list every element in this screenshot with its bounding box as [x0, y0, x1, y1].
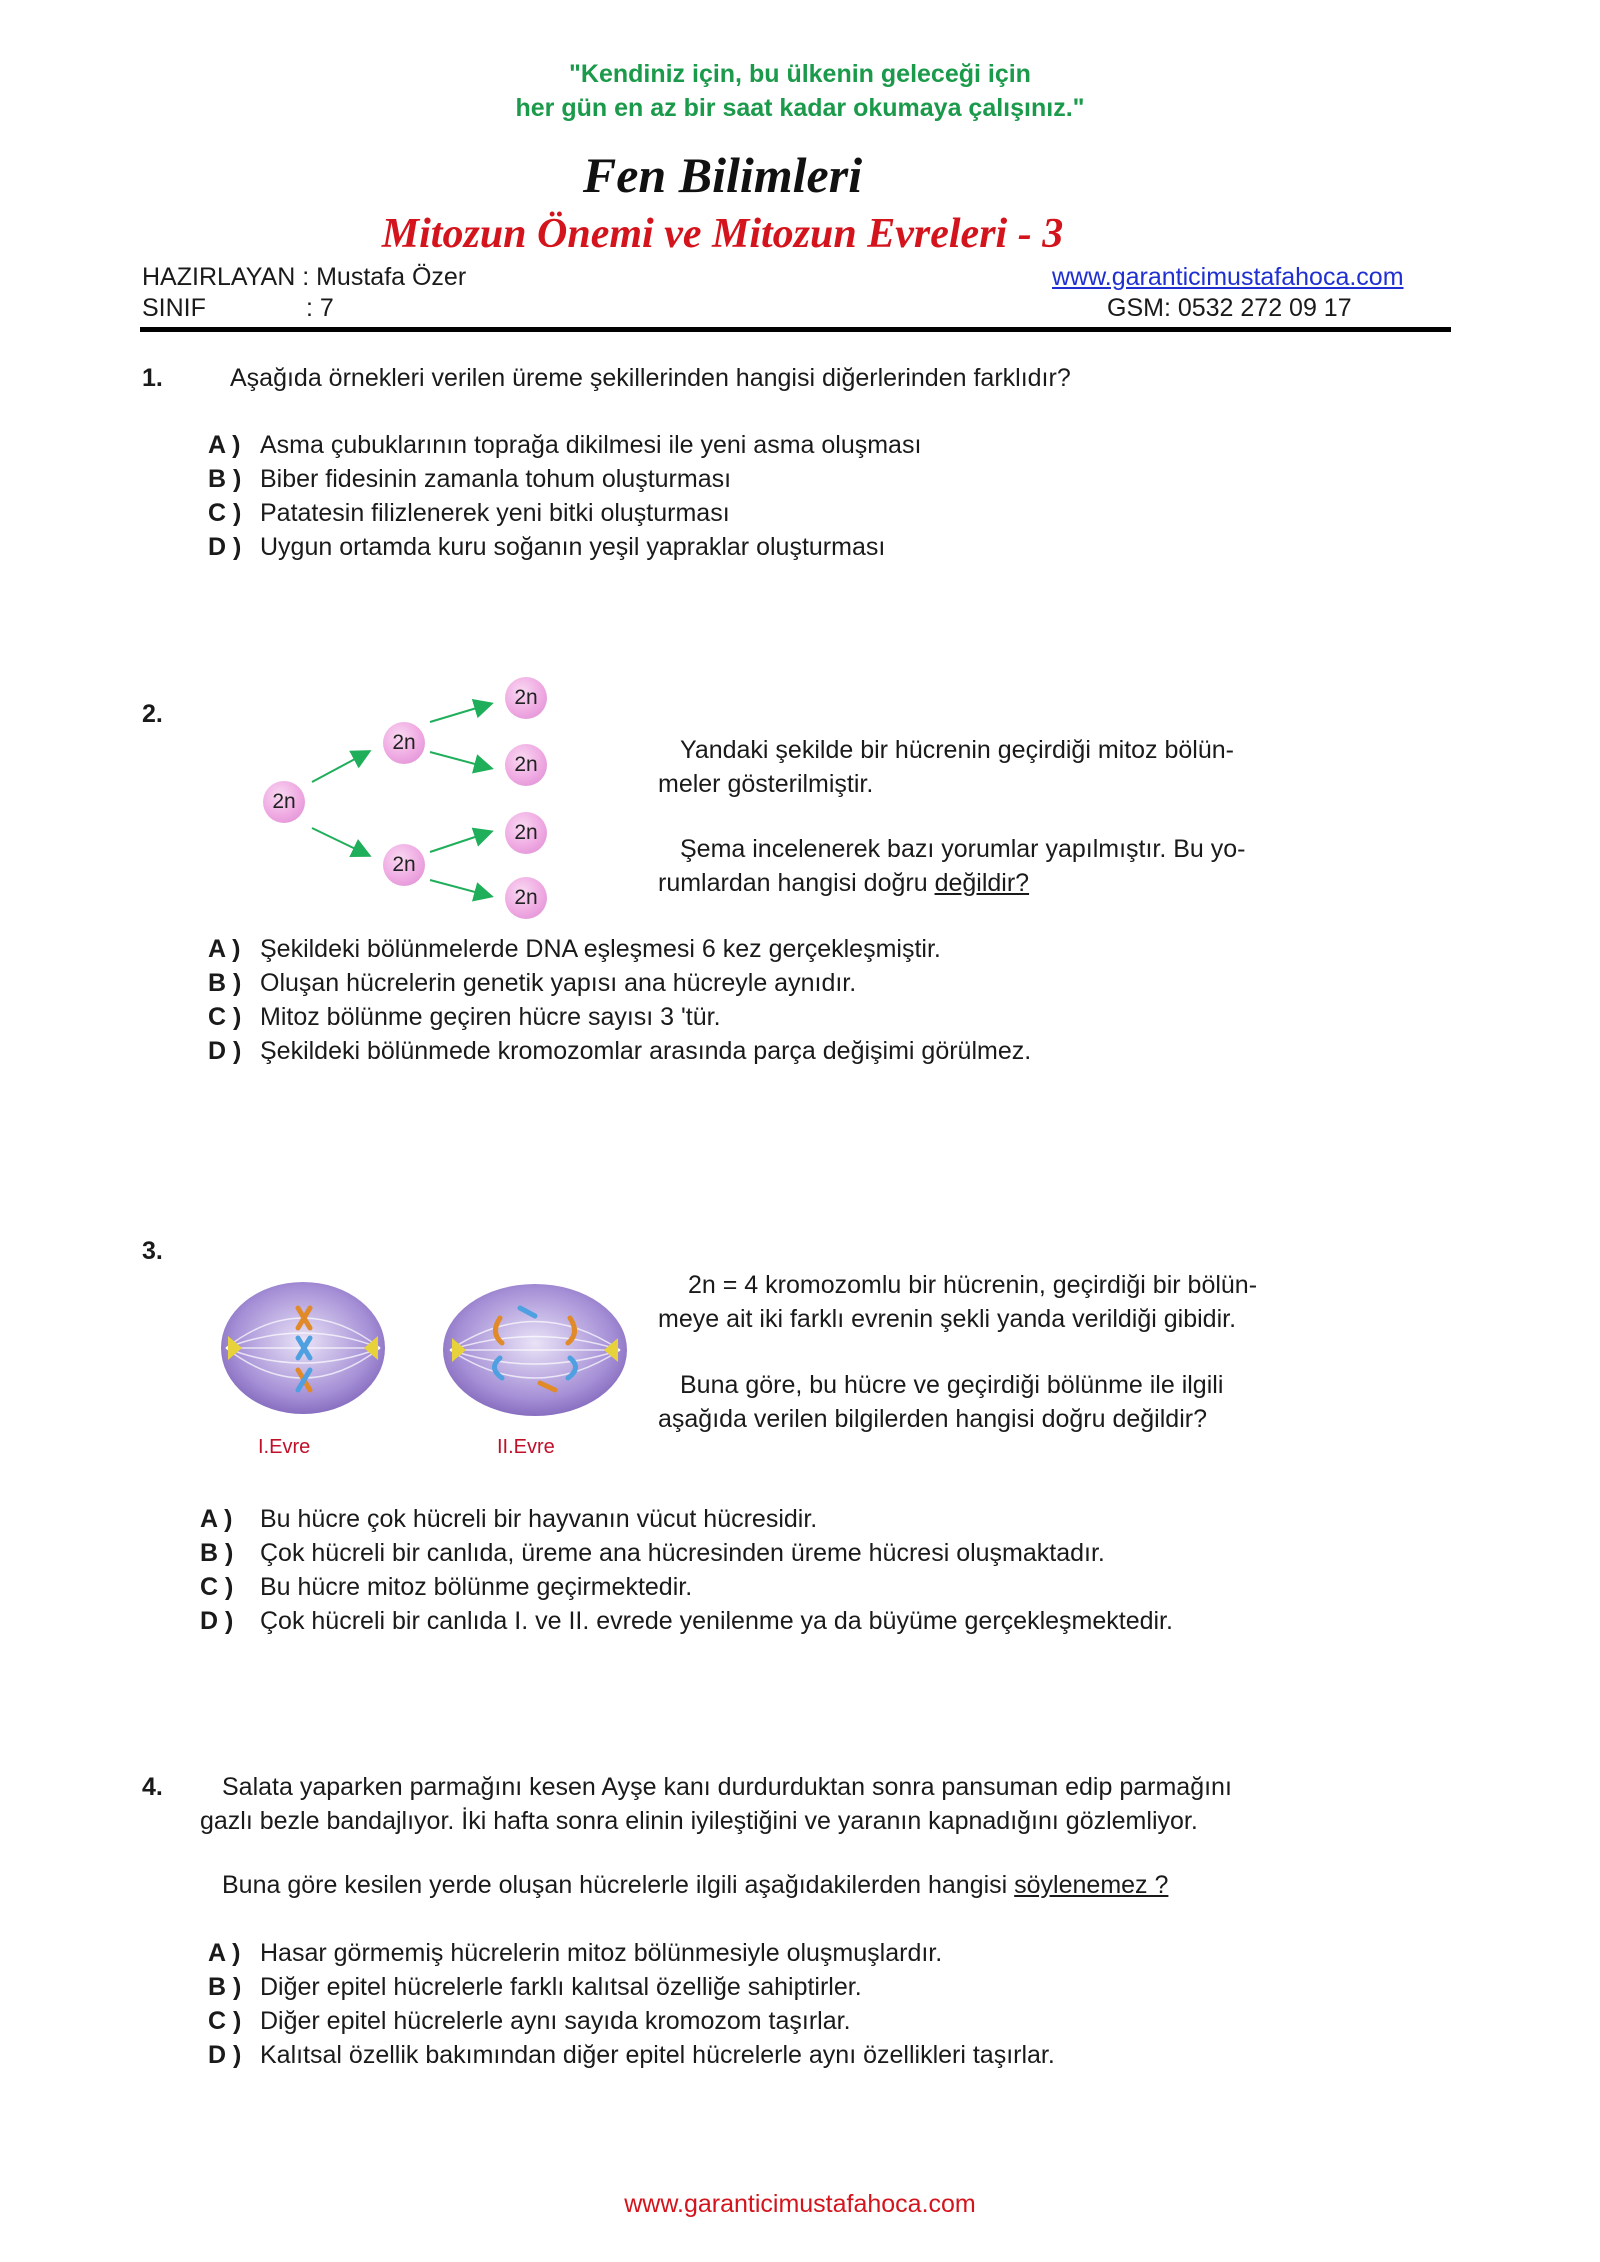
question-3-text-line-3: Buna göre, bu hücre ve geçirdiği bölünme ile ilgili [680, 1371, 1224, 1399]
footer-website[interactable]: www.garanticimustafahoca.com [624, 2190, 976, 2218]
option-letter: B ) [208, 1973, 242, 2001]
question-4-number: 4. [142, 1773, 163, 1801]
text-segment: rumlardan hangisi doğru [658, 869, 935, 897]
option-letter: C ) [208, 1003, 242, 1031]
question-1-option-a[interactable] [208, 428, 921, 462]
metaphase-cell-image [218, 1278, 388, 1418]
option-text: Diğer epitel hücrelerle farklı kalıtsal özelliğe sahiptirler. [260, 1973, 862, 2001]
option-letter: C ) [208, 499, 242, 527]
option-text: Biber fidesinin zamanla tohum oluşturması [260, 465, 732, 493]
question-4-option-d[interactable] [208, 2038, 1055, 2072]
question-1-option-b[interactable] [208, 462, 731, 496]
arrow [430, 704, 490, 722]
question-3-text-line-4: aşağıda verilen bilgilerden hangisi doğru değildir? [658, 1405, 1207, 1433]
question-4-text-line-1: Salata yaparken parmağını kesen Ayşe kanı durdurduktan sonra pansuman edip parmağını [222, 1773, 1232, 1801]
page-title: Fen Bilimleri [582, 147, 863, 203]
question-3-text-line-1: 2n = 4 kromozomlu bir hücrenin, geçirdiği bir bölün- [688, 1271, 1258, 1299]
option-letter: C ) [208, 2007, 242, 2035]
option-letter: B ) [208, 465, 242, 493]
question-1-number: 1. [142, 364, 163, 392]
cell-gen1-top: 2n [383, 722, 425, 764]
option-letter: A ) [200, 1505, 233, 1533]
option-text: Kalıtsal özellik bakımından diğer epitel hücrelerle aynı özellikleri taşırlar. [260, 2041, 1055, 2069]
emphasis-underlined: söylenemez ? [1014, 1871, 1169, 1899]
arrow [430, 832, 490, 852]
text-segment: Buna göre kesilen yerde oluşan hücrelerle ilgili aşağıdakilerden hangisi [222, 1871, 1015, 1899]
stage-2-label: II.Evre [497, 1436, 555, 1458]
option-text: Patatesin filizlenerek yeni bitki oluşturması [260, 499, 730, 527]
question-3-option-c[interactable] [200, 1570, 692, 1604]
question-2-option-d[interactable] [208, 1034, 1031, 1068]
cell-gen2-3: 2n [505, 812, 547, 854]
question-1-option-c[interactable] [208, 496, 730, 530]
question-2-text-line-4 [658, 866, 1029, 900]
option-letter: D ) [200, 1607, 234, 1635]
option-letter: A ) [208, 935, 241, 963]
question-2-option-b[interactable] [208, 966, 856, 1000]
option-text: Asma çubuklarının toprağa dikilmesi ile yeni asma oluşması [260, 431, 922, 459]
cell-gen1-bottom: 2n [383, 844, 425, 886]
question-4-option-c[interactable] [208, 2004, 851, 2038]
question-3-number: 3. [142, 1237, 163, 1265]
option-text: Bu hücre çok hücreli bir hayvanın vücut hücresidir. [260, 1505, 818, 1533]
header-divider [140, 327, 1451, 332]
question-3-text-line-2: meye ait iki farklı evrenin şekli yanda verildiği gibidir. [658, 1305, 1237, 1333]
option-letter: B ) [200, 1539, 234, 1567]
option-text: Hasar görmemiş hücrelerin mitoz bölünmesiyle oluşmuşlardır. [260, 1939, 943, 1967]
question-2-text-line-1: Yandaki şekilde bir hücrenin geçirdiği mitoz bölün- [680, 736, 1234, 764]
arrow [312, 828, 368, 855]
arrow [312, 752, 368, 782]
cell-gen2-2: 2n [505, 744, 547, 786]
class-value: : 7 [306, 294, 334, 322]
question-4-text-line-3 [222, 1868, 1168, 1902]
motto-line-2: her gün en az bir saat kadar okumaya çalışınız." [515, 94, 1085, 122]
option-text: Uygun ortamda kuru soğanın yeşil yapraklar oluşturması [260, 533, 886, 561]
question-1-text: Aşağıda örnekleri verilen üreme şekillerinden hangisi diğerlerinden farklıdır? [230, 364, 1071, 392]
question-2-text-line-3: Şema incelenerek bazı yorumlar yapılmıştır. Bu yo- [680, 835, 1246, 863]
class-label: SINIF [142, 294, 206, 322]
option-letter: D ) [208, 533, 242, 561]
option-text: Şekildeki bölünmelerde DNA eşleşmesi 6 kez gerçekleşmiştir. [260, 935, 941, 963]
stage-1-label: I.Evre [258, 1436, 311, 1458]
emphasis-underlined: değildir? [934, 869, 1030, 897]
arrow [430, 752, 490, 768]
cell-gen2-1: 2n [505, 677, 547, 719]
anaphase-cell-image [440, 1278, 630, 1418]
question-4-option-a[interactable] [208, 1936, 942, 1970]
page-subtitle: Mitozun Önemi ve Mitozun Evreleri - 3 [381, 211, 1064, 257]
question-3-option-a[interactable] [200, 1502, 817, 1536]
website-link[interactable]: www.garanticimustafahoca.com [1052, 263, 1404, 291]
option-text: Bu hücre mitoz bölünme geçirmektedir. [260, 1573, 693, 1601]
cell-gen2-4: 2n [505, 877, 547, 919]
question-3-option-d[interactable] [200, 1604, 1173, 1638]
question-2-option-a[interactable] [208, 932, 941, 966]
question-2-number: 2. [142, 700, 163, 728]
option-text: Şekildeki bölünmede kromozomlar arasında parça değişimi görülmez. [260, 1037, 1032, 1065]
question-3-option-b[interactable] [200, 1536, 1105, 1570]
option-text: Diğer epitel hücrelerle aynı sayıda kromozom taşırlar. [260, 2007, 851, 2035]
option-text: Oluşan hücrelerin genetik yapısı ana hücreyle aynıdır. [260, 969, 857, 997]
option-letter: D ) [208, 2041, 242, 2069]
motto-line-1: "Kendiniz için, bu ülkenin geleceği için [569, 60, 1031, 88]
author-label: HAZIRLAYAN : Mustafa Özer [142, 263, 467, 291]
question-2-text-line-2: meler gösterilmiştir. [658, 770, 874, 798]
question-4-text-line-2: gazlı bezle bandajlıyor. İki hafta sonra elinin iyileştiğini ve yaranın kapnadığını gözlemliyor. [200, 1807, 1198, 1835]
option-text: Çok hücreli bir canlıda, üreme ana hücresinden üreme hücresi oluşmaktadır. [260, 1539, 1105, 1567]
option-text: Çok hücreli bir canlıda I. ve II. evrede yenilenme ya da büyüme gerçekleşmektedir. [260, 1607, 1173, 1635]
question-2-option-c[interactable] [208, 1000, 721, 1034]
mitosis-division-diagram [250, 670, 570, 920]
phone-number: GSM: 0532 272 09 17 [1107, 294, 1352, 322]
option-letter: C ) [200, 1573, 234, 1601]
question-1-option-d[interactable] [208, 530, 885, 564]
option-letter: D ) [208, 1037, 242, 1065]
arrow [430, 880, 490, 896]
option-text: Mitoz bölünme geçiren hücre sayısı 3 'tür. [260, 1003, 721, 1031]
cell-parent: 2n [263, 781, 305, 823]
option-letter: A ) [208, 431, 241, 459]
option-letter: A ) [208, 1939, 241, 1967]
question-4-option-b[interactable] [208, 1970, 862, 2004]
option-letter: B ) [208, 969, 242, 997]
